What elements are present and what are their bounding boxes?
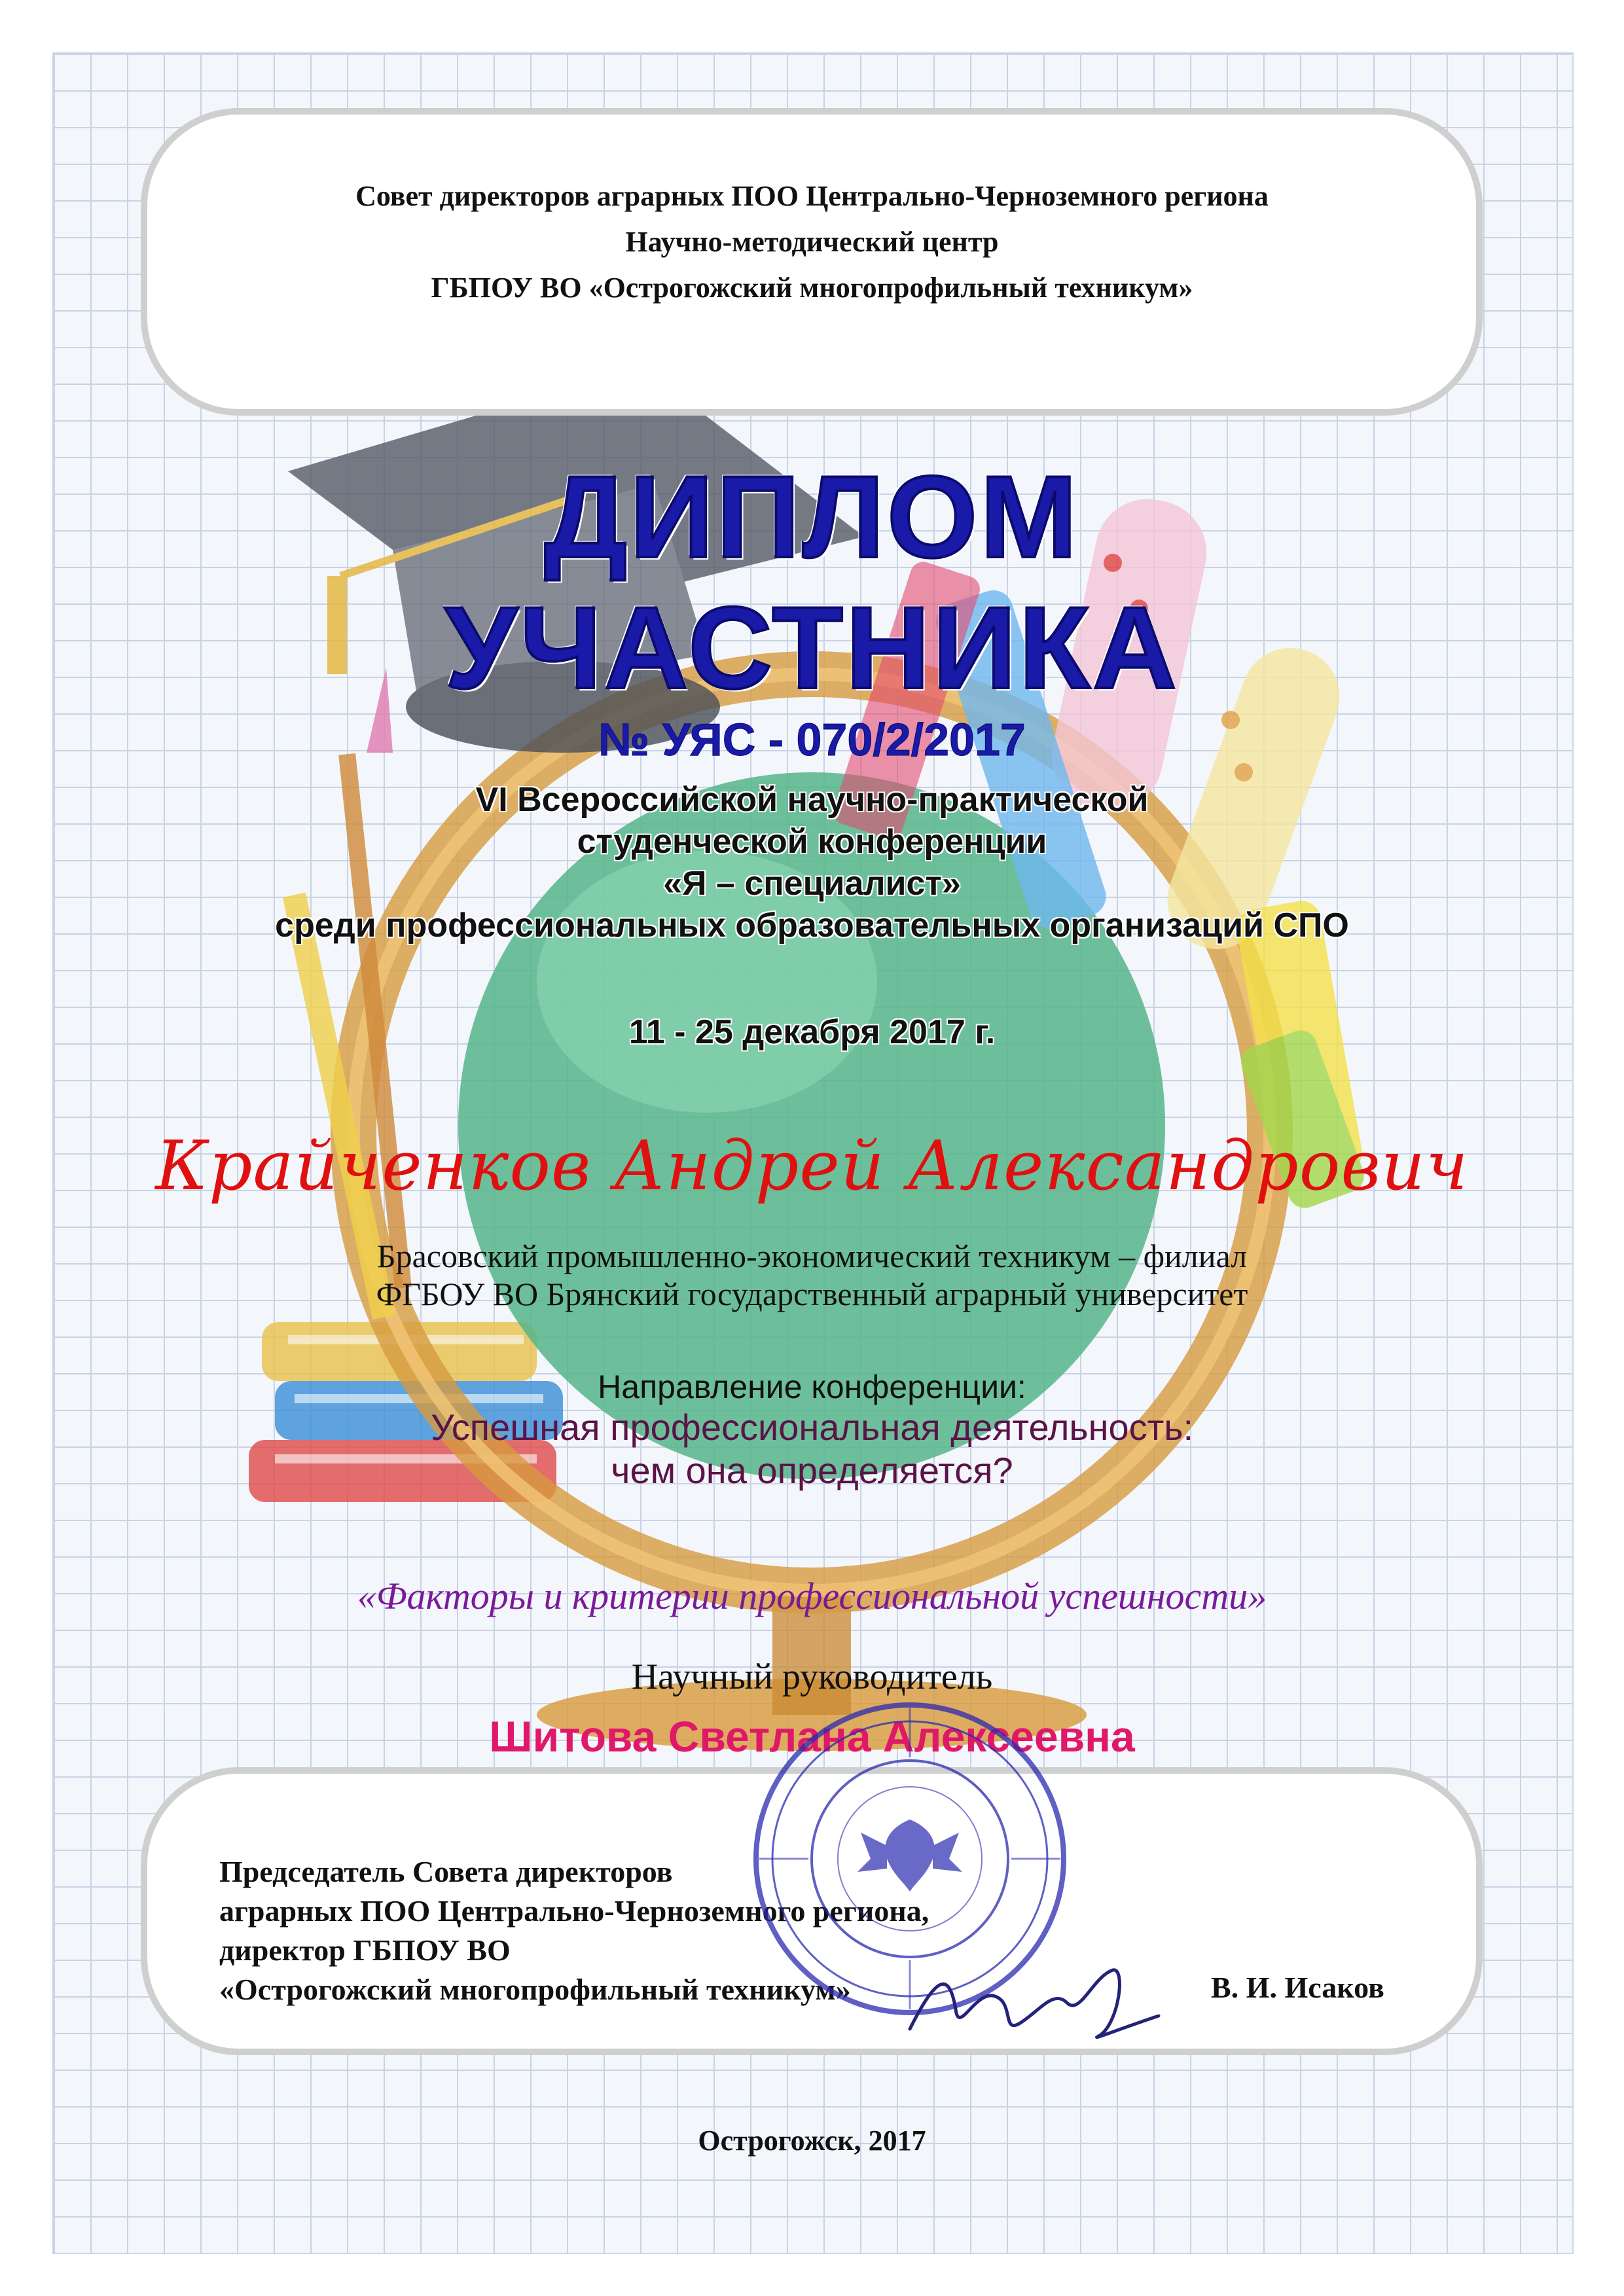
council-name: Совет директоров аграрных ПОО Центрально-Черноземного региона bbox=[355, 180, 1269, 212]
institution-line: ФГБОУ ВО Брянский государственный аграрный университет bbox=[376, 1276, 1248, 1312]
direction-value: чем она определяется? bbox=[611, 1450, 1013, 1491]
signatory-line: Председатель Совета директоров bbox=[219, 1855, 673, 1888]
direction-value: Успешная профессиональная деятельность: bbox=[430, 1407, 1194, 1448]
conference-line: студенческой конференции bbox=[577, 823, 1047, 861]
conference-line: «Я – специалист» bbox=[663, 865, 961, 903]
supervisor-label: Научный руководитель bbox=[631, 1657, 993, 1697]
eagle-emblem-icon bbox=[857, 1820, 962, 1892]
methodical-center: Научно-методический центр bbox=[625, 226, 999, 258]
diploma-title-line1: ДИПЛОМ bbox=[544, 452, 1080, 582]
signatory-line: «Острогожский многопрофильный техникум» bbox=[219, 1973, 851, 2006]
header-block bbox=[0, 173, 1624, 311]
diploma-number: № УЯС - 070/2/2017 bbox=[598, 714, 1026, 765]
institution-line: Брасовский промышленно-экономический техникум – филиал bbox=[376, 1238, 1248, 1274]
supervisor-name: Шитова Светлана Алексеевна bbox=[489, 1712, 1135, 1761]
conference-line: VI Всероссийской научно-практической bbox=[475, 781, 1149, 819]
institution-block bbox=[0, 1237, 1624, 1313]
report-topic: «Факторы и критерии профессиональной успешности» bbox=[357, 1575, 1267, 1617]
city-year: Острогожск, 2017 bbox=[698, 2125, 926, 2157]
conference-block bbox=[0, 779, 1624, 946]
participant-name: Крайченков Андрей Александрович bbox=[155, 1126, 1469, 1206]
handwritten-signature bbox=[897, 1950, 1172, 2055]
signatory-line: директор ГБПОУ ВО bbox=[219, 1933, 511, 1967]
diploma-title bbox=[0, 452, 1624, 713]
conference-dates: 11 - 25 декабря 2017 г. bbox=[628, 1013, 996, 1051]
college-name: ГБПОУ ВО «Острогожский многопрофильный техникум» bbox=[431, 272, 1193, 304]
direction-label: Направление конференции: bbox=[598, 1369, 1026, 1405]
signatory-name: В. И. Исаков bbox=[1211, 1971, 1384, 2004]
conference-line: среди профессиональных образовательных организаций СПО bbox=[275, 906, 1349, 944]
signatory-line: аграрных ПОО Центрально-Черноземного региона, bbox=[219, 1894, 929, 1928]
diploma-title-line2: УЧАСТНИКА bbox=[444, 583, 1180, 713]
direction-block bbox=[0, 1368, 1624, 1492]
